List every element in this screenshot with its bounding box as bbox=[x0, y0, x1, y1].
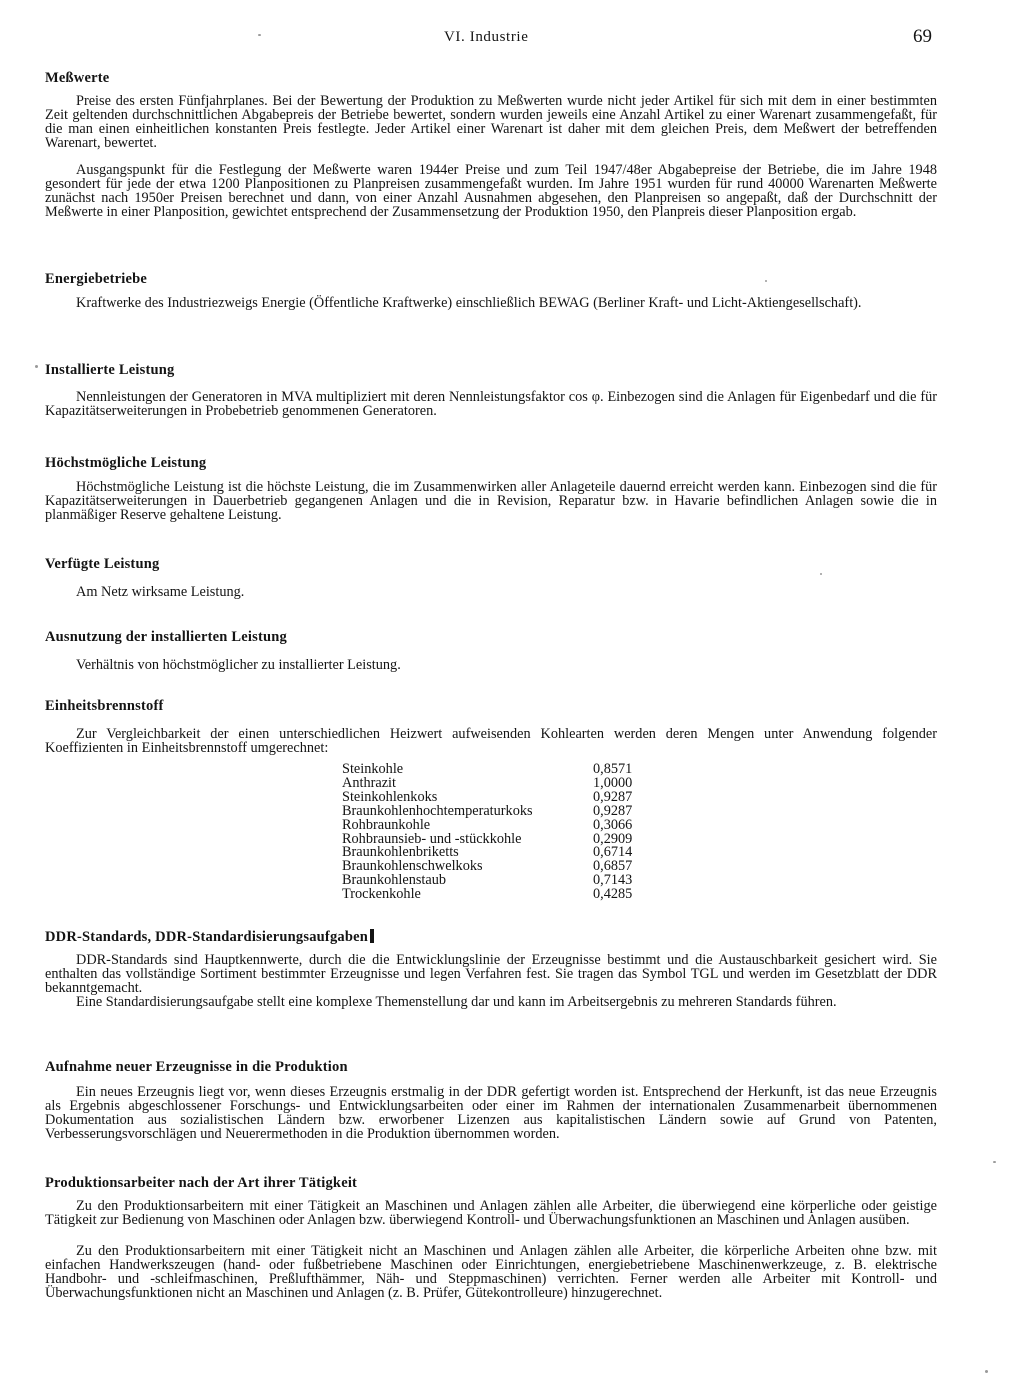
coal-type: Anthrazit bbox=[342, 774, 396, 791]
coal-type: Rohbraunsieb- und -stückkohle bbox=[342, 830, 522, 847]
table-row bbox=[342, 888, 643, 902]
scan-speck bbox=[993, 1161, 996, 1163]
coal-type: Braunkohlenbriketts bbox=[342, 844, 459, 861]
scan-speck bbox=[258, 34, 261, 36]
heading-verfuegte-leistung: Verfügte Leistung bbox=[45, 556, 160, 572]
paragraph-aufnahme-neuer-erzeugnisse: Ein neues Erzeugnis liegt vor, wenn dieses Erzeugnis erstmalig in der DDR gefertigt worden ist. Entsprechend der Herkunft, ist das neue Erzeugnis als Ergebnis abgeschlossener Forschungs- und Entwicklungsarbeiten oder einer im Rahmen der internationalen Zusammenarbeit übernommenen Dokumentation aus sozialistischen Ländern bzw. erworbener Lizenzen aus kapitalistischen Ländern sowie auf Grund von Patenten, Verbesserungsvorschlägen und Neuerermethoden in die Produktion übernommen worden. bbox=[45, 1084, 937, 1142]
coefficient-value: 0,9287 bbox=[593, 802, 633, 819]
heading-ddr-standards-text: DDR-Standards, DDR-Standardisierungsaufgaben bbox=[45, 929, 369, 945]
coal-type: Braunkohlenhochtemperaturkoks bbox=[342, 802, 533, 819]
heading-messwerte: Meßwerte bbox=[45, 70, 110, 86]
coefficient-value: 0,3066 bbox=[593, 816, 633, 833]
coal-type: Braunkohlenstaub bbox=[342, 872, 447, 889]
scan-speck bbox=[765, 280, 767, 282]
heading-einheitsbrennstoff: Einheitsbrennstoff bbox=[45, 698, 164, 714]
heading-energiebetriebe: Energiebetriebe bbox=[45, 271, 148, 287]
heading-ausnutzung: Ausnutzung der installierten Leistung bbox=[45, 629, 287, 645]
paragraph-einheitsbrennstoff: Zur Vergleichbarkeit der einen unterschiedlichen Heizwert aufweisenden Kohlearten werden deren Mengen unter Anwendung folgender Koeffizienten in Einheitsbrennstoff umgerechnet: bbox=[45, 726, 937, 756]
paragraph-installierte-leistung: Nennleistungen der Generatoren in MVA multipliziert mit deren Nennleistungsfaktor cos φ. Einbezogen sind die Anlagen für Eigenbedarf und die für Kapazitätserweiterungen in Probebetrieb genommenen Generatoren. bbox=[45, 389, 937, 419]
page-number: 69 bbox=[913, 26, 932, 47]
coefficient-value: 0,4285 bbox=[593, 886, 633, 903]
heading-hoechstmoegliche-leistung: Höchstmögliche Leistung bbox=[45, 455, 207, 471]
paragraph-ddr-standards-1: DDR-Standards sind Hauptkennwerte, durch die die Entwicklungslinie der Erzeugnisse bestimmt und die Austauschbarkeit gesichert wird. Sie enthalten das vollständige Sortiment bestimmter Erzeugnisse und legen Verfahren fest. Sie tragen das Symbol TGL und werden im Gesetzblatt der DDR bekanntgemacht. bbox=[45, 952, 937, 996]
coal-type: Rohbraunkohle bbox=[342, 816, 431, 833]
coal-type: Trockenkohle bbox=[342, 886, 421, 903]
paragraph-ausnutzung: Verhältnis von höchstmöglicher zu installierter Leistung. bbox=[76, 657, 401, 673]
coefficient-value: 0,2909 bbox=[593, 830, 633, 847]
paragraph-produktionsarbeiter-1: Zu den Produktionsarbeitern mit einer Tätigkeit an Maschinen und Anlagen zählen alle Arbeiter, die überwiegend eine körperliche oder geistige Tätigkeit zur Bedienung von Maschinen oder Anlagen bzw. überwiegend Kontroll- und Überwachungsfunktionen an Maschinen und Anlagen ausüben. bbox=[45, 1198, 937, 1228]
coefficient-value: 0,7143 bbox=[593, 872, 633, 889]
paragraph-energiebetriebe: Kraftwerke des Industriezweigs Energie (Öffentliche Kraftwerke) einschließlich BEWAG (Berliner Kraft- und Licht-Aktiengesellschaft). bbox=[76, 295, 862, 311]
paragraph-messwerte-2: Ausgangspunkt für die Festlegung der Meßwerte waren 1944er Preise und zum Teil 1947/48er Abgabepreise der Betriebe, die im Jahre 1948 gesondert für jede der etwa 1200 Planpositionen zu Planpreisen zusammengefaßt wurden. Im Jahre 1951 wurden für rund 40000 Warenarten Meßwerte zunächst nach 1950er Preisen berechnet und dann, von einer Anzahl Ausnahmen abgesehen, den Planpreisen so angepaßt, daß der Durchschnitt der Meßwerte in einer Planposition, gewichtet entsprechend der Zusammensetzung der Produktion 1950, den Planpreis dieser Planposition ergab. bbox=[45, 162, 937, 220]
coal-type: Braunkohlenschwelkoks bbox=[342, 858, 483, 875]
coefficient-value: 0,9287 bbox=[593, 788, 633, 805]
running-header: VI. Industrie bbox=[444, 29, 529, 45]
coefficient-value: 0,6714 bbox=[593, 844, 633, 861]
paragraph-produktionsarbeiter-2: Zu den Produktionsarbeitern mit einer Tätigkeit nicht an Maschinen und Anlagen zählen alle Arbeiter, die körperliche Arbeiten ohne bzw. mit einfachen Handwerkszeugen (hand- oder fußbetriebene Maschinen oder Einrichtungen, energiebetriebene Maschinenwerkzeuge, z. B. elektrische Handbohr- und -schleifmaschinen, Preßlufthämmer, Näh- und Steppmaschinen) verrichten. Ferner werden alle Arbeiter mit Kontroll- und Überwachungsfunktionen nicht an Maschinen und Anlagen (z. B. Prüfer, Gütekontrolleure) hinzugerechnet. bbox=[45, 1243, 937, 1301]
coal-type: Steinkohle bbox=[342, 761, 404, 777]
heading-aufnahme-neuer-erzeugnisse: Aufnahme neuer Erzeugnisse in die Produktion bbox=[45, 1059, 348, 1075]
coefficient-value: 0,8571 bbox=[593, 761, 633, 777]
paragraph-verfuegte-leistung: Am Netz wirksame Leistung. bbox=[76, 584, 245, 600]
paragraph-messwerte-1: Preise des ersten Fünfjahrplanes. Bei der Bewertung der Produktion zu Meßwerten wurde nicht jeder Artikel für sich mit dem in einer bestimmten Zeit geltenden durchschnittlichen Abgabepreis der Betriebe bewertet, sondern wurden jeweils eine Anzahl Artikel zu einer Warenart zusammengefaßt, für die man einen einheitlichen konstanten Preis festlegte. Jeder Artikel einer Warenart ist daher mit dem gleichen Preis, dem Meßwert der betreffenden Warenart, bewertet. bbox=[45, 93, 937, 151]
paragraph-hoechstmoegliche-leistung: Höchstmögliche Leistung ist die höchste Leistung, die im Zusammenwirken aller Anlageteile dauernd erreicht werden kann. Einbezogen sind die für Kapazitätserweiterungen in Dauerbetrieb gegangenen Anlagen und die in Revision, Reparatur bzw. in Havarie befindlichen Anlagen sowie die in planmäßiger Reserve gehaltene Leistung. bbox=[45, 479, 937, 523]
scan-speck bbox=[985, 1370, 988, 1373]
coefficient-value: 1,0000 bbox=[593, 774, 633, 791]
coefficient-table bbox=[342, 763, 643, 902]
bracket-mark bbox=[370, 929, 374, 943]
paragraph-ddr-standards-2: Eine Standardisierungsaufgabe stellt eine komplexe Themenstellung dar und kann im Arbeitsergebnis zu mehreren Standards führen. bbox=[76, 994, 837, 1010]
heading-produktionsarbeiter: Produktionsarbeiter nach der Art ihrer Tätigkeit bbox=[45, 1175, 358, 1191]
scan-speck bbox=[820, 573, 822, 575]
coal-type: Steinkohlenkoks bbox=[342, 788, 438, 805]
heading-ddr-standards bbox=[45, 929, 374, 946]
heading-installierte-leistung: Installierte Leistung bbox=[45, 362, 175, 378]
scan-speck bbox=[35, 365, 38, 368]
coefficient-value: 0,6857 bbox=[593, 858, 633, 875]
